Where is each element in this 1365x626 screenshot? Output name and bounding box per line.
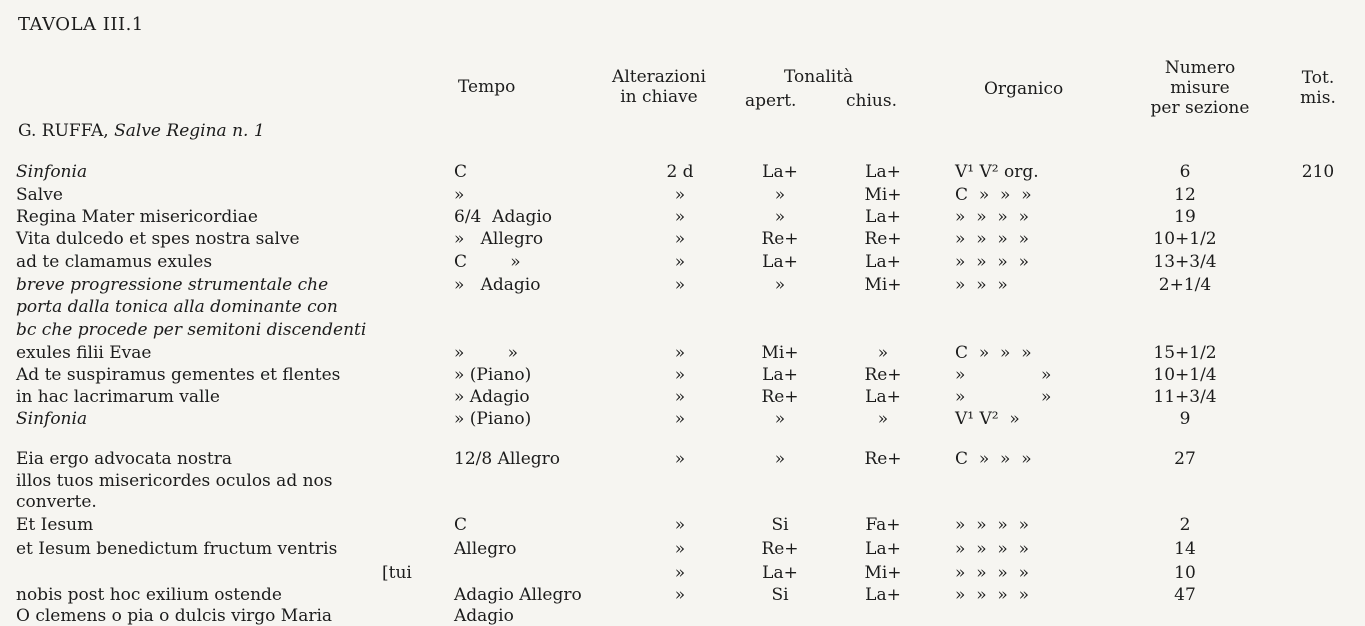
cell-apert: Re+ xyxy=(761,539,799,559)
cell-org: » » » » xyxy=(955,515,1030,535)
cell-chius: Fa+ xyxy=(865,515,901,535)
cell-org: C » » » xyxy=(955,343,1032,363)
cell-text: Sinfonia xyxy=(16,162,88,182)
cell-tempo: » Adagio xyxy=(454,275,541,295)
cell-alter: » xyxy=(674,409,686,429)
cell-chius: La+ xyxy=(865,162,901,182)
cell-tempo: » » xyxy=(454,343,519,363)
header-numero xyxy=(1132,58,1268,118)
cell-text: Et Iesum xyxy=(16,515,94,535)
cell-tot: 210 xyxy=(1301,162,1335,182)
cell-alter: » xyxy=(674,539,686,559)
header-alterazioni-line1: Alterazioni xyxy=(612,67,706,87)
cell-tempo: » (Piano) xyxy=(454,365,532,385)
cell-tempo: » Allegro xyxy=(454,229,544,249)
cell-num: 10+1/2 xyxy=(1153,229,1217,249)
cell-alter: » xyxy=(674,387,686,407)
cell-alter: » xyxy=(674,515,686,535)
header-numero-line3: per sezione xyxy=(1150,98,1250,118)
cell-num: 9 xyxy=(1179,409,1191,429)
composer-name: G. RUFFA, xyxy=(18,121,115,141)
cell-org: » » » xyxy=(955,275,1008,295)
cell-text: exules filii Evae xyxy=(16,343,152,363)
cell-org: » » » » xyxy=(955,207,1030,227)
cell-text: converte. xyxy=(16,492,97,512)
header-numero-line2: misure xyxy=(1170,78,1230,98)
cell-chius: » xyxy=(877,409,889,429)
cell-num: 14 xyxy=(1174,539,1196,559)
cell-apert: » xyxy=(774,275,786,295)
cell-text: Vita dulcedo et spes nostra salve xyxy=(16,229,300,249)
cell-num: 12 xyxy=(1174,185,1196,205)
cell-tempo: » Adagio xyxy=(454,387,530,407)
cell-chius: La+ xyxy=(865,207,901,227)
cell-chius: Mi+ xyxy=(864,563,902,583)
header-tot xyxy=(1290,68,1346,108)
cell-org: » » » » xyxy=(955,585,1030,605)
cell-tempo: 12/8 Allegro xyxy=(454,449,561,469)
cell-alter: 2 d xyxy=(666,162,694,182)
cell-alter: » xyxy=(674,365,686,385)
header-alterazioni xyxy=(596,67,722,107)
cell-num: 11+3/4 xyxy=(1153,387,1217,407)
cell-alter: » xyxy=(674,229,686,249)
cell-text: Regina Mater misericordiae xyxy=(16,207,258,227)
cell-text: Salve xyxy=(16,185,63,205)
cell-text: Ad te suspiramus gementes et flentes xyxy=(16,365,341,385)
cell-chius: Re+ xyxy=(864,449,902,469)
cell-org: » » » » xyxy=(955,563,1030,583)
cell-apert: Re+ xyxy=(761,387,799,407)
cell-org: » » » » xyxy=(955,252,1030,272)
cell-text: bc che procede per semitoni discendenti xyxy=(16,320,367,340)
cell-tempo: C » xyxy=(454,252,521,272)
cell-apert: » xyxy=(774,185,786,205)
cell-text: O clemens o pia o dulcis virgo Maria xyxy=(16,606,333,626)
header-tempo: Tempo xyxy=(458,77,516,97)
cell-chius: Re+ xyxy=(864,365,902,385)
cell-chius: Mi+ xyxy=(864,275,902,295)
cell-alter: » xyxy=(674,343,686,363)
cell-num: 2+1/4 xyxy=(1158,275,1212,295)
header-tot-line1: Tot. xyxy=(1301,68,1335,88)
cell-text: [tui xyxy=(382,563,412,583)
cell-num: 27 xyxy=(1174,449,1196,469)
cell-alter: » xyxy=(674,207,686,227)
cell-apert: » xyxy=(774,449,786,469)
cell-apert: Re+ xyxy=(761,229,799,249)
header-alterazioni-line2: in chiave xyxy=(620,87,698,107)
cell-chius: » xyxy=(877,343,889,363)
cell-num: 6 xyxy=(1179,162,1191,182)
cell-num: 19 xyxy=(1174,207,1196,227)
cell-tempo: C xyxy=(454,162,468,182)
header-tot-line2: mis. xyxy=(1300,88,1336,108)
cell-text: ad te clamamus exules xyxy=(16,252,213,272)
cell-tempo: C xyxy=(454,515,468,535)
cell-num: 47 xyxy=(1174,585,1196,605)
cell-org: » » » » xyxy=(955,229,1030,249)
cell-tempo: » (Piano) xyxy=(454,409,532,429)
header-tonalita: Tonalità xyxy=(784,67,854,87)
header-numero-line1: Numero xyxy=(1164,58,1236,78)
cell-chius: La+ xyxy=(865,585,901,605)
cell-tempo: » xyxy=(454,185,465,205)
cell-chius: Re+ xyxy=(864,229,902,249)
cell-apert: Mi+ xyxy=(761,343,799,363)
cell-text: et Iesum benedictum fructum ventris xyxy=(16,539,338,559)
cell-text: porta dalla tonica alla dominante con xyxy=(16,297,338,317)
cell-org: C » » » xyxy=(955,449,1032,469)
cell-alter: » xyxy=(674,585,686,605)
work-title: Salve Regina n. 1 xyxy=(114,121,265,141)
cell-org: » » xyxy=(955,365,1052,385)
cell-chius: La+ xyxy=(865,387,901,407)
cell-num: 10+1/4 xyxy=(1153,365,1217,385)
cell-tempo: 6/4 Adagio xyxy=(454,207,553,227)
header-organico: Organico xyxy=(984,79,1064,99)
cell-alter: » xyxy=(674,185,686,205)
cell-alter: » xyxy=(674,563,686,583)
header-tonalita-apert: apert. xyxy=(745,91,797,111)
cell-text: breve progressione strumentale che xyxy=(16,275,329,295)
cell-text: Eia ergo advocata nostra xyxy=(16,449,232,469)
cell-tempo: Allegro xyxy=(454,539,517,559)
cell-org: » » » » xyxy=(955,539,1030,559)
cell-org: V¹ V² org. xyxy=(955,162,1039,182)
cell-alter: » xyxy=(674,252,686,272)
cell-apert: La+ xyxy=(762,252,798,272)
composer-line xyxy=(18,121,265,141)
cell-org: C » » » xyxy=(955,185,1032,205)
cell-text: nobis post hoc exilium ostende xyxy=(16,585,282,605)
cell-tempo: Adagio Allegro xyxy=(454,585,582,605)
cell-chius: La+ xyxy=(865,252,901,272)
cell-num: 15+1/2 xyxy=(1153,343,1217,363)
cell-chius: Mi+ xyxy=(864,185,902,205)
cell-apert: La+ xyxy=(762,563,798,583)
cell-org: » » xyxy=(955,387,1052,407)
cell-text: in hac lacrimarum valle xyxy=(16,387,220,407)
table-label: TAVOLA III.1 xyxy=(18,14,144,35)
cell-text: Sinfonia xyxy=(16,409,88,429)
cell-alter: » xyxy=(674,449,686,469)
cell-apert: Si xyxy=(771,585,789,605)
cell-apert: La+ xyxy=(762,365,798,385)
cell-tempo: Adagio xyxy=(454,606,514,626)
cell-apert: Si xyxy=(771,515,789,535)
cell-apert: » xyxy=(774,409,786,429)
cell-alter: » xyxy=(674,275,686,295)
cell-apert: La+ xyxy=(762,162,798,182)
cell-chius: La+ xyxy=(865,539,901,559)
cell-org: V¹ V² » xyxy=(955,409,1020,429)
header-tonalita-chius: chius. xyxy=(846,91,897,111)
cell-apert: » xyxy=(774,207,786,227)
cell-text: illos tuos misericordes oculos ad nos xyxy=(16,471,333,491)
cell-num: 13+3/4 xyxy=(1153,252,1217,272)
cell-num: 2 xyxy=(1179,515,1191,535)
cell-num: 10 xyxy=(1174,563,1196,583)
